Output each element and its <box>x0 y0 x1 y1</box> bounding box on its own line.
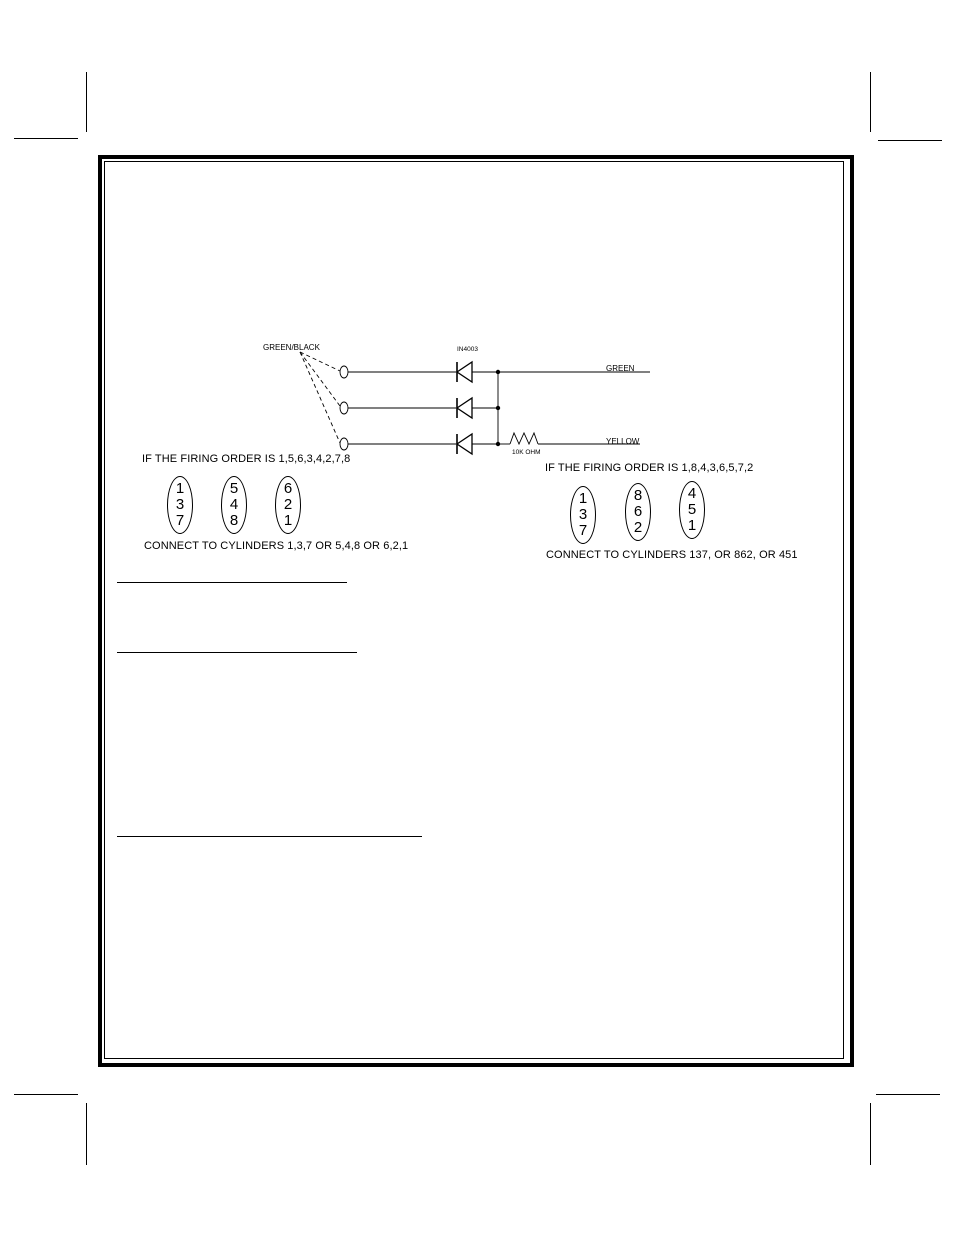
right-cylinder-group-2: 8 6 2 <box>625 483 651 541</box>
terminal-2 <box>340 402 348 414</box>
left-connect-instruction: CONNECT TO CYLINDERS 1,3,7 OR 5,4,8 OR 6,2,1 <box>144 540 409 552</box>
label-green-black: GREEN/BLACK <box>263 343 320 352</box>
diode-3 <box>457 434 472 454</box>
right-connect-instruction: CONNECT TO CYLINDERS 137, OR 862, OR 451 <box>546 549 798 561</box>
terminal-1 <box>340 366 348 378</box>
junction-dot-1 <box>496 370 500 374</box>
left-cylinder-group-1: 1 3 7 <box>167 476 193 534</box>
left-cylinder-group-3: 6 2 1 <box>275 476 301 534</box>
junction-dot-3 <box>496 442 500 446</box>
right-cylinder-group-1: 1 3 7 <box>570 486 596 544</box>
label-diode: IN4003 <box>457 346 478 353</box>
left-firing-order-heading: IF THE FIRING ORDER IS 1,5,6,3,4,2,7,8 <box>142 453 351 465</box>
label-yellow: YELLOW <box>606 437 640 446</box>
section-rule-3 <box>117 836 422 837</box>
right-cylinder-group-3: 4 5 1 <box>679 481 705 539</box>
diode-2 <box>457 398 472 418</box>
dashed-lead-1 <box>300 352 340 371</box>
junction-dot-2 <box>496 406 500 410</box>
label-green: GREEN <box>606 364 635 373</box>
left-cylinder-group-2: 5 4 8 <box>221 476 247 534</box>
label-resistor: 10K OHM <box>512 449 541 456</box>
diode-1 <box>457 362 472 382</box>
right-firing-order-heading: IF THE FIRING ORDER IS 1,8,4,3,6,5,7,2 <box>545 462 754 474</box>
resistor-symbol <box>510 433 538 444</box>
section-rule-2 <box>117 652 357 653</box>
section-rule-1 <box>117 582 347 583</box>
terminal-3 <box>340 438 348 450</box>
